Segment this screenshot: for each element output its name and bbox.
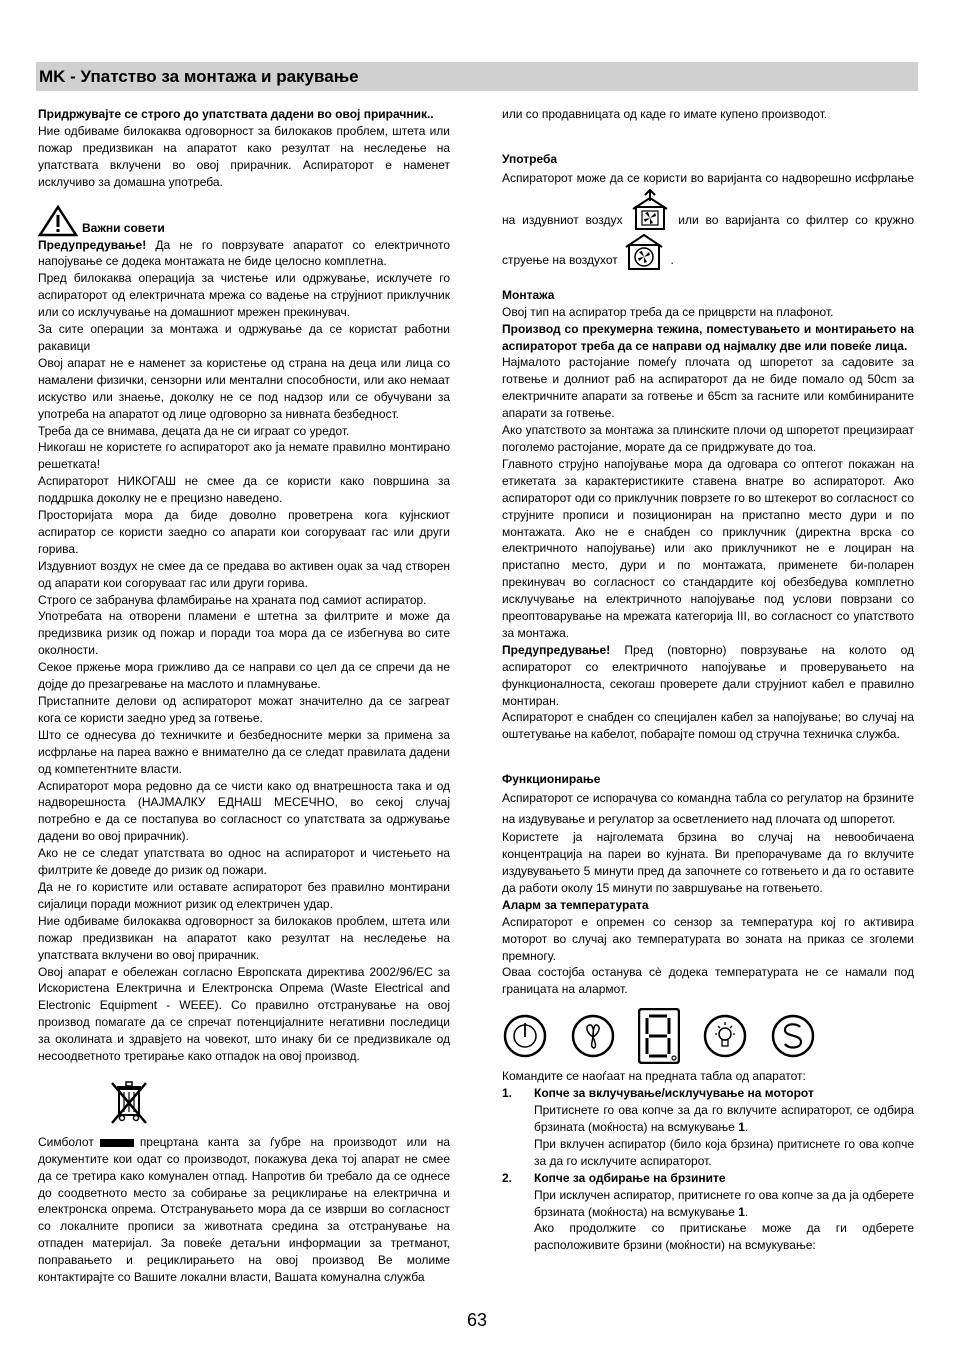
safety-paragraph: Ако не се следат упатствата во однос на аспираторот и чистењето на филтрите ќе доведе до ризик од пожари. [38,846,450,878]
safety-paragraph: Пристапните делови од аспираторот можат значително да се загреат кога се користи заедно уред за готвење. [38,694,450,725]
func-text-2: Користете ја најголемата брзина во случај на невообичаена концентрација на пареи во кујната. Ви препорачуваме да го вклучите издувувањето 5 минути пред да започнете со готвењето и да го оставите да работи околу 15 минути по завршување на готвењето. [502,830,914,895]
alarm-heading: Аларм за температурата [502,897,649,912]
usage-text-3: . [670,252,674,267]
left-column [38,106,450,1286]
intro-bold: Придржувајте се строго до упатствата дадени во овој прирачник.. [38,107,434,121]
list-text-b: 1 [738,1204,745,1219]
install-paragraph: Главното струјно напојување мора да одговара со оптегот покажан на етикетата за карактеристиките ставена внатре во аспираторот. Ако аспираторот оди со приклучник поврзете го во штекерот во согласност со струјните прописи и позициониран на пристапно место дури и по монтажата. Ако не е снабден со приклучник (директна врска со електричното напојување) или ако приклучникот не е лоциран на пристапно место, дури и по монтажата, применете би-поларен прекинувач во согласност со стандардите кој обезбедува комплетно исклучување на електричното напојување под услови поврзани со преоптоварување на мрежата категорија III, во согласност со упатството за монтажа. [502,456,914,640]
weee-paragraph: Овој апарат е обележан согласно Европската директива 2002/96/EC за Искористена Електрична и Електронска Опрема (Waste Electrical and Electronic Equipment - WEEE). Со правилно отстранување на овој производ помагате да се спречат потенцијалните негативни последици за околината и здравјето на човекот, што инаку би се предизвикале од несоодветното третирање како отпадок на овој производ. [38,964,450,1064]
list-text-c: . [744,1204,749,1219]
list-number: 1. [502,1086,513,1101]
func-heading: Функционирање [502,772,601,787]
install-warning-text: Пред (повторно) поврзување на колото од аспираторот со електричното напојување и проверувањето на функционалноста, секогаш проверете дали струјниот кабел е правилно монтиран. [502,642,914,708]
warning-text: Да не го поврзувате апаратот со електричното напојување се додека монтажата не биде целосно комплетна. [38,237,450,269]
list-number: 2. [502,1170,513,1185]
install-paragraph: Ако упатството за монтажа за плинските плочи од шпоретот прецизираат поголемо растојание, морате да се придржувате до тоа. [502,423,914,454]
install-warning [502,642,914,710]
continuation-text: или со продавницата од каде го имате купено производот. [502,107,828,121]
safety-paragraph: Просторијата мора да биде доволно проветрена кога кујнскиот аспиратор се користи заедно со апарати кои согоруваат гас или други горива. [38,508,450,556]
recirculation-icon [623,231,665,271]
warning-heading-row [38,205,450,237]
list-text [502,1187,914,1221]
list-text [502,1102,914,1136]
safety-paragraph: За сите операции за монтажа и одржување да се користат работни ракавици [38,322,450,353]
list-text-b: 1 [738,1119,745,1134]
symbol-word: Симболот [38,1134,94,1149]
warning-paragraph [38,237,450,271]
symbol-paragraph [38,1134,450,1286]
safety-paragraph: Никогаш не користете го аспираторот ако ја немате правилно монтирано решетката! [38,440,450,472]
bin-icon-wrap [108,1079,450,1130]
safety-paragraph: Употребата на отворени пламени е штетна за филтрите и може да предизвика ризик од пожар и поради тоа мора да се избегнува во сите околности. [38,609,450,658]
crossed-bin-icon [108,1079,150,1125]
safety-paragraph: Секое пржење мора грижливо да се направи со цел да се спречи да не дојде до презагревање на маслото и пламнување. [38,660,450,692]
func-text-1: Аспираторот се испорачува со командна табла со регулатор на брзините на издувување и регулатор за осветлението над плочата од шпоретот. [502,791,914,826]
ducted-exhaust-icon [631,189,669,231]
list-text: Ако продолжите со притискање може да ги одберете расположивите брзини (моќности) на всмукување: [534,1221,914,1253]
install-warning-label: Предупредување! [502,642,611,657]
section-header [36,62,918,91]
install-paragraph: Најмалото растојание помеѓу плочата од шпоретот за садовите за готвење и долниот раб на аспираторот да не биде помало од 50cm за електричните апарати за готвење и 65cm за гасните или комбинираните апарати за готвење. [502,355,914,421]
safety-paragraph: Треба да се внимава, децата да не си играат со уредот. [38,423,350,438]
warning-label: Предупредување! [38,237,147,252]
install-bold: Производ со прекумерна тежина, поместувањето и монтирањето на аспираторот треба да се направи од најмалку две или повеќе лица. [502,321,914,353]
safety-paragraph: Што се однесува до техничките и безбедносните мерки за примена за исфрлање на пареа важно е внимателно да се следат правилата дадени од компетентните власти. [38,727,450,776]
usage-text-1: Аспираторот може да се користи во варијанта со надворешно исфрлање на издувниот воздух [502,170,914,227]
power-button-icon [502,1013,548,1059]
page-number: 63 [466,1310,488,1330]
safety-paragraph: Да не го користите или оставате аспираторот без правилно монтирани сијалици поради можниот ризик од електричен удар. [38,879,450,911]
alarm-text-2: Оваа состојба останува сè додека температурата не се намали под границата на алармот. [502,965,914,997]
intro-text: Ние одбиваме билокаква одговорност за билокаков проблем, штета или пожар предизвикан на апаратот како резултат на неследење на упатствата вклучени во овој прирачник. Аспираторот е наменет исклучиво за домашна употреба. [38,123,450,189]
list-title: Копче за вклучување/исклучување на моторот [534,1086,814,1101]
list-item [502,1085,914,1102]
safety-paragraph: Овој апарат не е наменет за користење од страна на деца или лица со намалени физички, сензорни или ментални способности, или ако немаат искуство или знаење, доколку не се под надзор или се обучувани за употреба на апаратот од лице одговорно за нивната безбедност. [38,355,450,421]
list-text: При вклучен аспиратор (било која брзина) притиснете го ова копче за да го исклучите аспираторот. [534,1136,914,1168]
install-heading: Монтажа [502,287,555,302]
list-item [502,1170,914,1187]
symbol-text: прецртана канта за ѓубре на производот или на документите кои одат со производот, покажува дека тој апарат не смее да се третира како комунален отпад. Напротив би требало да се однесе до соодветното место за собирање за рециклирање на електрична и електронска опрема. Отстранувањето мора да се изврши во согласност со локалните прописи за животната средина за отстранување на отпаден материјал. За повеќе детаљни информации за третманот, поправањето и рециклирањето на овој производ Ве молиме контактирајте со Вашите локални власти, Вашата комунална служба [38,1134,450,1285]
warning-heading: Важни совети [82,220,165,235]
warning-triangle-icon [38,205,78,237]
right-column [502,106,914,1254]
s-button-icon [770,1013,816,1059]
install-text: Овој тип на аспиратор треба да се прицврсти на плафонот. [502,304,834,319]
list-title: Копче за одбирање на брзините [534,1170,726,1185]
safety-paragraph: Издувниот воздух не смее да се предава во активен оџак за чад створен од апарати кои согоруваат гас или други горива. [38,558,450,590]
digit-display-icon [638,1008,680,1064]
safety-paragraph: Аспираторот НИКОГАШ не смее да се користи како површина за поддршка доколку не е прецизно наведено. [38,474,450,506]
control-panel-icons [502,1008,914,1064]
section-title: MK - Упатство за монтажа и ракување [39,67,359,86]
list-text-a: Притиснете го ова копче за да го вклучите аспираторот, се одбира брзината (моќноста) на всмукување [534,1103,914,1134]
cable-text: Аспираторот е снабден со специјален кабел за напојување; во случај на оштетување на кабелот, побарајте помош од стручна техничка служба. [502,710,914,742]
usage-paragraph [502,168,914,271]
black-bar-symbol [100,1139,134,1147]
usage-heading: Употреба [502,151,558,166]
safety-paragraph: Строго се забранува фламбирање на храната под самиот аспиратор. [38,592,427,607]
safety-paragraph: Пред билокаква операција за чистење или одржување, исклучете го аспираторот од електричната мрежа со вадење на струјниот приклучник или со исклучување на домашниот мрежен прекинувач. [38,271,450,320]
alarm-text-1: Аспираторот е опремен со сензор за температура кој го активира моторот во случај ако температурата во зоната на приказ се зголеми премногу. [502,914,914,963]
safety-paragraph: Аспираторот мора редовно да се чисти како од внатрешноста така и од надворешноста (НАЈМАЛКУ ЕДНАШ МЕСЕЧНО, во секој случај потребно е да се постапува во согласност со упатствата за одржување дадени во овој прирачник). [38,778,450,844]
list-text-c: . [744,1119,749,1134]
list-text-a: При исклучен аспиратор, притиснете го ова копче за да ја одберете брзината (моќноста) на всмукување [534,1187,914,1219]
fan-speed-icon [570,1013,616,1059]
safety-paragraph: Ние одбиваме билокаква одговорност за билокаков проблем, штета или пожар предизвикан на апаратот како резултат на неследење на упатствата вклучени во овој прирачник. [38,913,450,962]
controls-text: Командите се наоѓаат на предната табла од апаратот: [502,1069,806,1084]
usage-text-2: или во варијанта со филтер со кружно струење на воздухот [502,212,915,267]
light-bulb-icon [702,1013,748,1059]
